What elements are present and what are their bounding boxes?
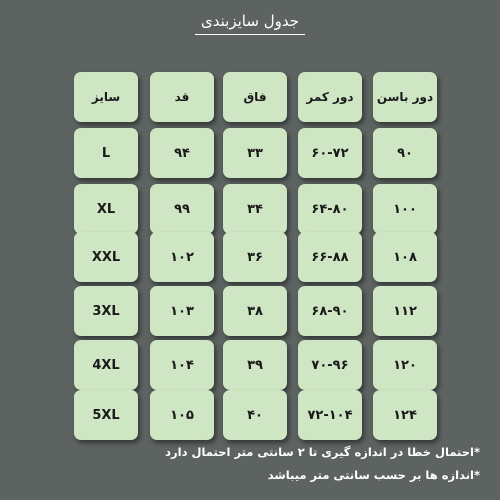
cell-height: ۱۰۳ bbox=[150, 286, 214, 336]
cell-hip: ۱۰۸ bbox=[373, 232, 437, 282]
note-measurement-error: *احتمال خطا در اندازه گیری تا ۲ سانتی متر احتمال دارد bbox=[165, 445, 480, 459]
table-row bbox=[70, 286, 442, 336]
cell-waist: ۶۸-۹۰ bbox=[298, 286, 362, 336]
header-waist: دور کمر bbox=[298, 72, 362, 122]
cell-rise: ۳۴ bbox=[223, 184, 287, 234]
table-row bbox=[70, 184, 442, 234]
notes bbox=[0, 441, 480, 487]
cell-height: ۹۹ bbox=[150, 184, 214, 234]
cell-size: XL bbox=[74, 184, 138, 234]
cell-rise: ۴۰ bbox=[223, 390, 287, 440]
cell-height: ۱۰۴ bbox=[150, 340, 214, 390]
header-height: قد bbox=[150, 72, 214, 122]
cell-waist: ۶۶-۸۸ bbox=[298, 232, 362, 282]
title-text: جدول سایزبندی bbox=[195, 10, 305, 35]
cell-waist: ۷۰-۹۶ bbox=[298, 340, 362, 390]
page-title bbox=[0, 10, 500, 35]
cell-waist: ۷۲-۱۰۴ bbox=[298, 390, 362, 440]
header-rise: فاق bbox=[223, 72, 287, 122]
cell-rise: ۳۶ bbox=[223, 232, 287, 282]
cell-hip: ۱۲۰ bbox=[373, 340, 437, 390]
cell-height: ۱۰۵ bbox=[150, 390, 214, 440]
cell-size: 4XL bbox=[74, 340, 138, 390]
cell-hip: ۹۰ bbox=[373, 128, 437, 178]
cell-waist: ۶۴-۸۰ bbox=[298, 184, 362, 234]
header-hip: دور باسن bbox=[373, 72, 437, 122]
table-row bbox=[70, 340, 442, 390]
cell-hip: ۱۲۴ bbox=[373, 390, 437, 440]
cell-height: ۱۰۲ bbox=[150, 232, 214, 282]
cell-size: 3XL bbox=[74, 286, 138, 336]
table-row bbox=[70, 390, 442, 440]
table-row bbox=[70, 232, 442, 282]
header-row bbox=[70, 72, 442, 122]
note-units: *اندازه ها بر حسب سانتی متر میباشد bbox=[267, 468, 480, 482]
cell-size: XXL bbox=[74, 232, 138, 282]
cell-size: 5XL bbox=[74, 390, 138, 440]
cell-rise: ۳۸ bbox=[223, 286, 287, 336]
header-size: سایز bbox=[74, 72, 138, 122]
cell-hip: ۱۰۰ bbox=[373, 184, 437, 234]
cell-height: ۹۴ bbox=[150, 128, 214, 178]
cell-waist: ۶۰-۷۲ bbox=[298, 128, 362, 178]
table-row bbox=[70, 128, 442, 178]
cell-rise: ۳۹ bbox=[223, 340, 287, 390]
cell-hip: ۱۱۲ bbox=[373, 286, 437, 336]
cell-size: L bbox=[74, 128, 138, 178]
cell-rise: ۳۳ bbox=[223, 128, 287, 178]
